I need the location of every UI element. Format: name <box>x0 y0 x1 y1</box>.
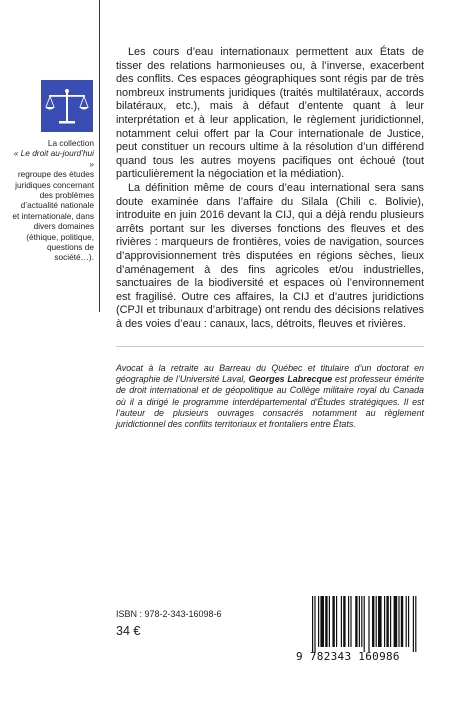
barcode-bar <box>368 596 369 652</box>
barcode-bar <box>406 596 407 647</box>
author-name: Georges Labrecque <box>248 374 333 385</box>
collection-name: « Le droit au-jourd’hui » <box>13 148 94 169</box>
barcode-bar <box>343 596 345 647</box>
barcode-bar <box>415 596 416 652</box>
divider <box>116 346 424 347</box>
barcode-bar <box>325 596 327 647</box>
price: 34 € <box>116 624 141 638</box>
barcode-bar <box>408 596 409 647</box>
barcode-bar <box>332 596 334 647</box>
barcode-bar <box>361 596 362 647</box>
barcode-bar <box>329 596 330 647</box>
barcode-bar <box>336 596 337 647</box>
barcode-bar <box>372 596 374 647</box>
collection-suffix: regroupe des études juridiques concernant des problèmes d’actualité nationale et internationale, dans divers domaines (éthique, politique, questions de société…). <box>12 169 94 263</box>
barcode-bar <box>384 596 385 647</box>
barcode-bar <box>350 596 351 647</box>
barcode-bar <box>394 596 398 647</box>
collection-prefix: La collection <box>47 138 94 148</box>
collection-description <box>12 138 94 263</box>
barcode-bar <box>348 596 349 647</box>
barcode-bar <box>378 596 382 647</box>
collection-sidebar <box>0 0 100 312</box>
barcode-bar <box>390 596 391 647</box>
ean13-barcode-icon <box>304 596 428 652</box>
barcode-bar <box>359 596 360 647</box>
summary-paragraph-1: Les cours d’eau internationaux permettent aux États de tisser des relations harmonieuses ou, à l’inverse, exacerbent des conflits. Ces espaces géographiques sont régis par de très nombreux instruments juridiques (traités multilatéraux, accords bilatéraux, etc.), mais à défaut d’entente quant à leur interprétation et à leur application, le règlement juridictionnel, notamment celui offert par la Cour internationale de Justice, peut constituer un recours ultime à la résolution d’un différend quand tous les autres moyens pacifiques ont échoué (tout particulièrement la négociation et la médiation). <box>116 46 424 181</box>
summary-paragraph-2: La définition même de cours d’eau international sera sans doute examinée dans l’affaire du Silala (Chili c. Bolivie), introduite en juin 2016 devant la CIJ, qui a déjà rendu plusieurs arrêts portant sur les diverses fonctions des fleuves et des rivières : marqueurs de frontières, voies de navigation, sources d’approvisionnement très disputées en régions sèches, lieux d’aménagement à des fins agricoles et/ou industrielles, sanctuaires de la biodiversité et espaces où l’environnement est fragilisé. Outre ces affaires, la CIJ et d’autres juridictions (CPJI et tribunaux d’arbitrage) ont rendu des décisions relatives à des voies d’eau : canaux, lacs, détroits, fleuves et rivières. <box>116 181 424 330</box>
barcode-bar <box>312 596 313 652</box>
isbn: ISBN : 978-2-343-16098-6 <box>116 609 222 619</box>
barcode-digits: 9 782343 160986 <box>296 650 400 663</box>
barcode-bar <box>314 596 315 652</box>
barcode-bar <box>376 596 377 647</box>
bio-text-after: est professeur émérite de droit international et de géopolitique au Collège militaire royal du Canada où il a dirigé le programme interdépartemental d’Études stratégiques. Il est l’auteur de plusieurs ouvrages consacrés notamment au règlement juridictionnel des conflits territoriaux et frontaliers entre États. <box>116 374 425 430</box>
barcode-bar <box>341 596 342 647</box>
scales-of-justice-icon <box>41 80 93 132</box>
barcode-bar <box>401 596 403 647</box>
barcode-bar <box>413 596 414 652</box>
back-cover-summary <box>116 46 424 331</box>
barcode-bar <box>386 596 388 647</box>
barcode-bar <box>364 596 365 652</box>
barcode-bar <box>318 596 319 647</box>
barcode-bar <box>398 596 399 647</box>
bio-text-before: Avocat à la retraite au Barreau du Québec et titulaire d’un doctorat en géographie de l’Université Laval, <box>116 363 424 385</box>
barcode-bar <box>355 596 357 647</box>
author-bio <box>116 363 424 430</box>
barcode-bar <box>320 596 324 647</box>
